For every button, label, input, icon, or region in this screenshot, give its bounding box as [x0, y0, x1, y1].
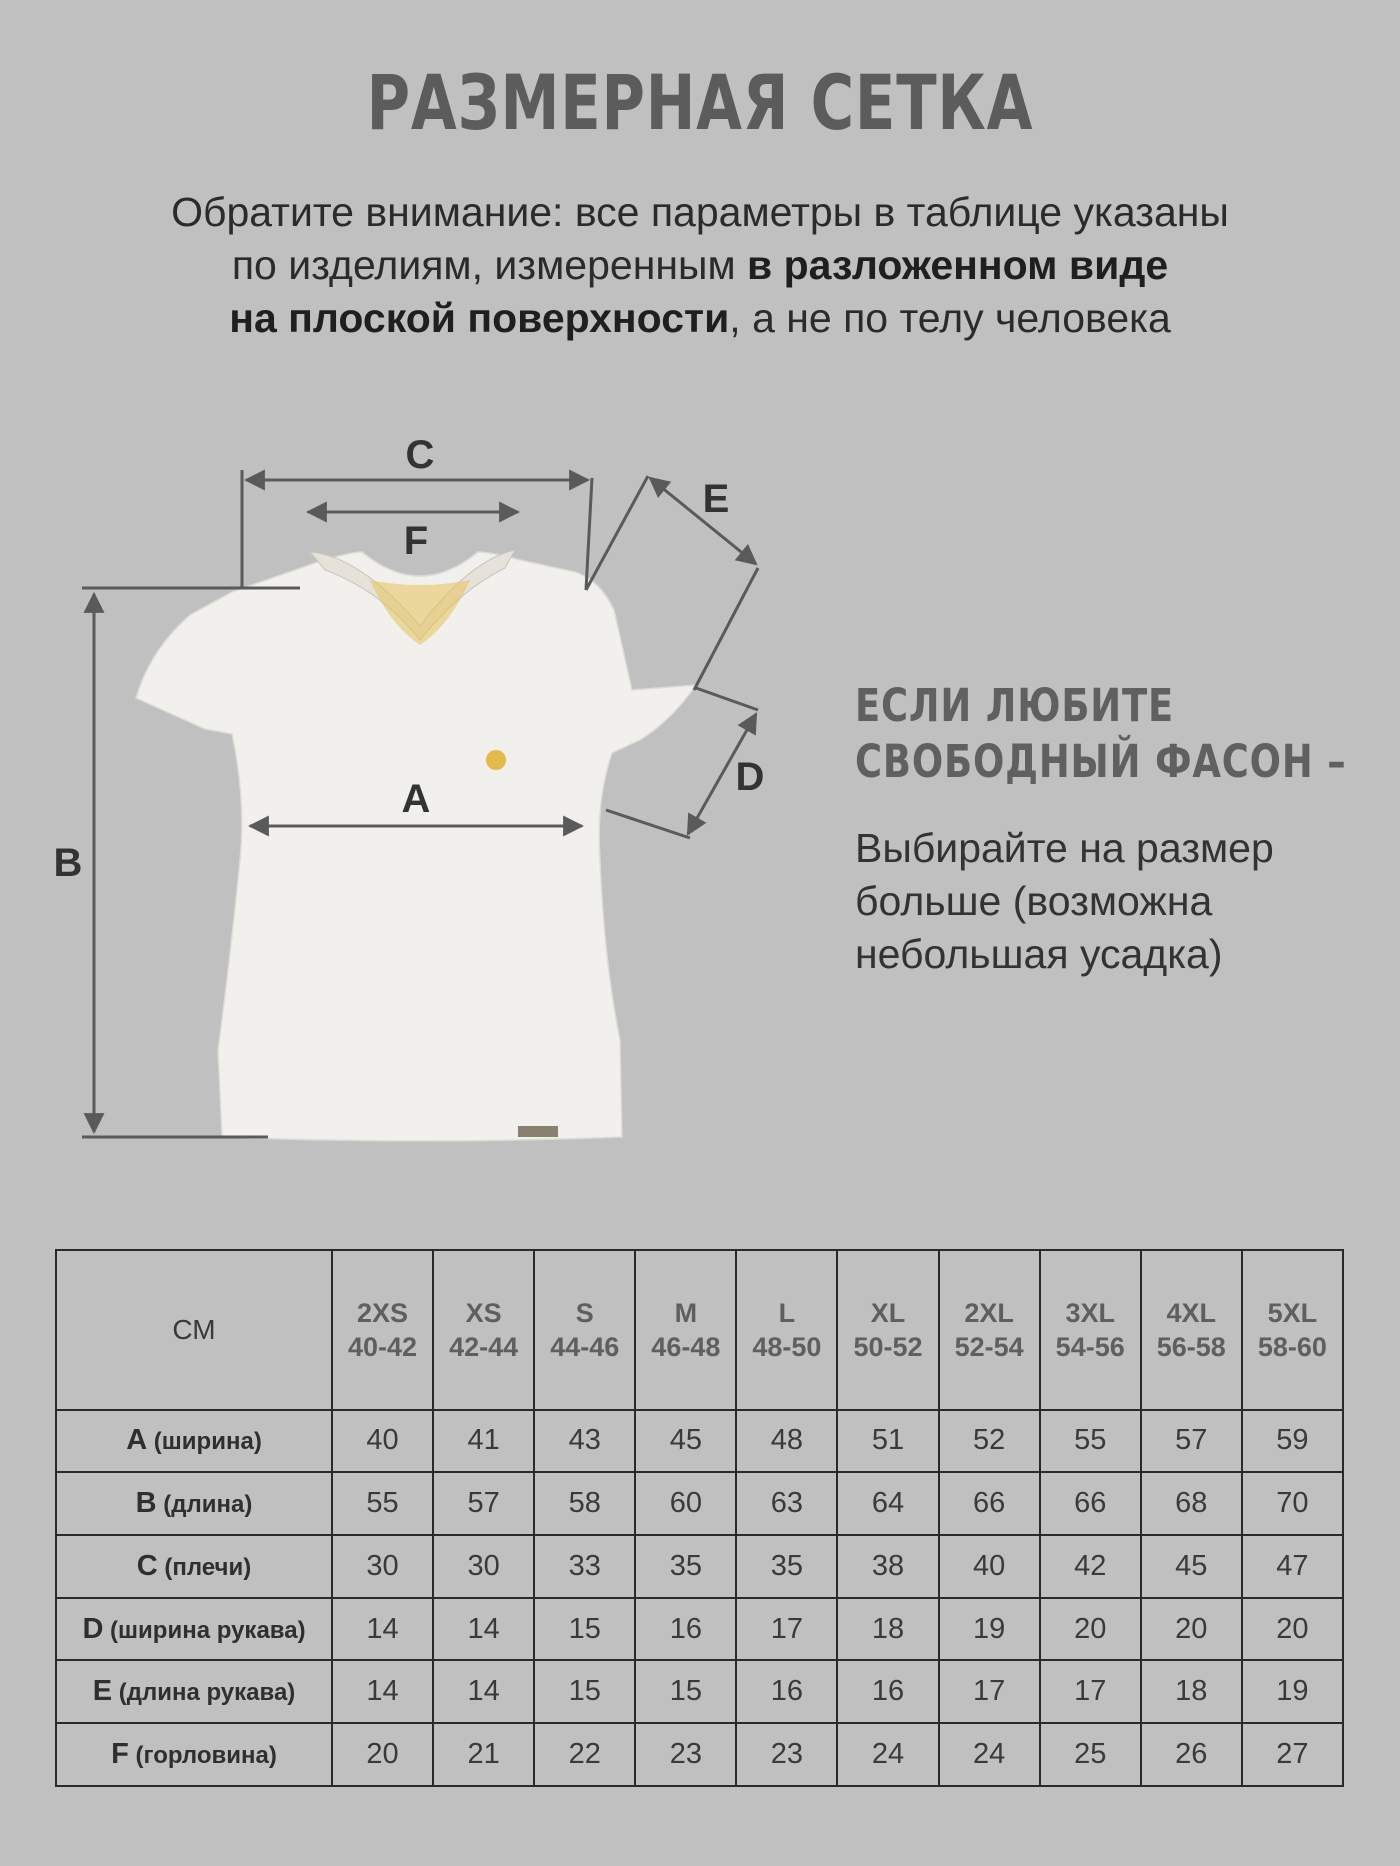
page-title: РАЗМЕРНАЯ СЕТКА	[366, 58, 1034, 147]
size-range: 50-52	[853, 1331, 923, 1362]
size-header	[433, 1250, 534, 1410]
row-letter: E	[92, 1675, 113, 1708]
size-range: 58-60	[1257, 1331, 1327, 1362]
row-letter: D	[82, 1612, 104, 1645]
table-cell: 30	[332, 1535, 433, 1598]
note-line-2-bold: в разложенном виде	[747, 242, 1169, 288]
chest-logo	[486, 750, 506, 770]
table-cell: 64	[837, 1472, 938, 1535]
aside-text-line-2: больше (возможна	[855, 878, 1213, 924]
measure-b-label: B	[53, 841, 83, 885]
measure-e-label: E	[702, 477, 730, 521]
size-header	[635, 1250, 736, 1410]
table-cell: 20	[1141, 1598, 1242, 1661]
table-row	[56, 1410, 1343, 1473]
table-cell: 14	[332, 1598, 433, 1661]
row-letter: F	[111, 1738, 129, 1771]
extension-line-c-right	[586, 478, 592, 590]
tshirt-illustration	[136, 550, 696, 1141]
size-range: 44-46	[550, 1331, 620, 1362]
note-line-1: Обратите внимание: все параметры в таблице указаны	[171, 189, 1229, 235]
row-description: (ширина рукава)	[103, 1616, 306, 1644]
table-cell: 70	[1242, 1472, 1343, 1535]
table-cell: 45	[1141, 1535, 1242, 1598]
row-description: (длина рукава)	[112, 1679, 296, 1707]
table-cell: 19	[939, 1598, 1040, 1661]
table-cell: 21	[433, 1723, 534, 1786]
table-cell: 16	[736, 1660, 837, 1723]
table-cell: 35	[635, 1535, 736, 1598]
table-cell: 23	[635, 1723, 736, 1786]
table-cell: 20	[1242, 1598, 1343, 1661]
table-cell: 24	[837, 1723, 938, 1786]
table-cell: 19	[1242, 1660, 1343, 1723]
table-cell: 63	[736, 1472, 837, 1535]
unit-header: СМ	[56, 1250, 332, 1410]
tshirt-measurement-diagram	[0, 440, 800, 1160]
table-cell: 45	[635, 1410, 736, 1473]
row-label	[56, 1598, 332, 1661]
table-cell: 41	[433, 1410, 534, 1473]
table-cell: 38	[837, 1535, 938, 1598]
table-cell: 40	[332, 1410, 433, 1473]
table-cell: 30	[433, 1535, 534, 1598]
size-name: M	[674, 1297, 698, 1328]
table-cell: 14	[433, 1660, 534, 1723]
table-cell: 16	[635, 1598, 736, 1661]
table-cell: 47	[1242, 1535, 1343, 1598]
size-name: S	[575, 1297, 594, 1328]
size-name: 4XL	[1166, 1297, 1217, 1328]
row-label	[56, 1723, 332, 1786]
size-name: 2XS	[357, 1297, 409, 1328]
row-label	[56, 1535, 332, 1598]
table-cell: 15	[635, 1660, 736, 1723]
size-header	[837, 1250, 938, 1410]
size-range: 42-44	[449, 1331, 519, 1362]
size-name: 5XL	[1267, 1297, 1318, 1328]
aside-heading-line-2: СВОБОДНЫЙ ФАСОН –	[855, 735, 1347, 788]
size-header	[736, 1250, 837, 1410]
extension-line-d-top	[696, 688, 758, 710]
table-cell: 52	[939, 1410, 1040, 1473]
table-cell: 20	[332, 1723, 433, 1786]
table-cell: 20	[1040, 1598, 1141, 1661]
measure-a-label: A	[401, 777, 431, 821]
table-cell: 66	[1040, 1472, 1141, 1535]
table-cell: 68	[1141, 1472, 1242, 1535]
note-line-3-plain: , а не по телу человека	[729, 295, 1171, 341]
table-cell: 24	[939, 1723, 1040, 1786]
hem-tag	[518, 1126, 558, 1137]
size-table-body	[56, 1410, 1343, 1786]
size-range: 40-42	[348, 1331, 418, 1362]
table-cell: 43	[534, 1410, 635, 1473]
table-cell: 26	[1141, 1723, 1242, 1786]
row-label	[56, 1472, 332, 1535]
extension-line-e-end	[694, 568, 758, 690]
aside-text	[855, 822, 1274, 981]
table-cell: 55	[1040, 1410, 1141, 1473]
table-cell: 57	[433, 1472, 534, 1535]
size-header	[534, 1250, 635, 1410]
row-description: (плечи)	[157, 1553, 252, 1581]
table-cell: 18	[837, 1598, 938, 1661]
aside-text-line-1: Выбирайте на размер	[855, 825, 1274, 871]
note-line-3-bold: на плоской поверхности	[229, 295, 730, 341]
size-name: 3XL	[1065, 1297, 1115, 1328]
row-letter: C	[136, 1549, 158, 1582]
table-cell: 57	[1141, 1410, 1242, 1473]
extension-line-e	[586, 476, 648, 590]
table-row	[56, 1598, 1343, 1661]
table-cell: 48	[736, 1410, 837, 1473]
row-label	[56, 1660, 332, 1723]
table-cell: 55	[332, 1472, 433, 1535]
size-header	[1141, 1250, 1242, 1410]
size-name: L	[778, 1297, 796, 1328]
table-cell: 51	[837, 1410, 938, 1473]
table-cell: 40	[939, 1535, 1040, 1598]
table-cell: 15	[534, 1660, 635, 1723]
aside-heading-line-1: ЕСЛИ ЛЮБИТЕ	[855, 679, 1175, 732]
note-line-3	[0, 292, 1400, 345]
size-range: 56-58	[1156, 1331, 1226, 1362]
row-letter: A	[126, 1424, 148, 1457]
table-cell: 17	[1040, 1660, 1141, 1723]
table-cell: 22	[534, 1723, 635, 1786]
note-line-2	[0, 239, 1400, 292]
table-cell: 59	[1242, 1410, 1343, 1473]
table-row	[56, 1472, 1343, 1535]
table-cell: 25	[1040, 1723, 1141, 1786]
measure-c-label: C	[405, 440, 435, 477]
size-table	[55, 1249, 1344, 1787]
table-cell: 33	[534, 1535, 635, 1598]
table-cell: 27	[1242, 1723, 1343, 1786]
table-row	[56, 1723, 1343, 1786]
table-cell: 23	[736, 1723, 837, 1786]
size-header	[1242, 1250, 1343, 1410]
measure-f-label: F	[403, 519, 429, 563]
size-range: 46-48	[651, 1331, 721, 1362]
row-letter: B	[135, 1487, 157, 1520]
table-cell: 58	[534, 1472, 635, 1535]
size-range: 48-50	[752, 1331, 822, 1362]
table-cell: 18	[1141, 1660, 1242, 1723]
table-cell: 17	[939, 1660, 1040, 1723]
table-row	[56, 1535, 1343, 1598]
table-cell: 14	[332, 1660, 433, 1723]
table-cell: 17	[736, 1598, 837, 1661]
size-name: 2XL	[964, 1297, 1014, 1328]
size-name: XL	[870, 1297, 906, 1328]
table-cell: 42	[1040, 1535, 1141, 1598]
table-cell: 35	[736, 1535, 837, 1598]
aside-heading	[855, 678, 1347, 790]
size-range: 52-54	[954, 1331, 1024, 1362]
size-header	[332, 1250, 433, 1410]
table-cell: 66	[939, 1472, 1040, 1535]
aside-text-line-3: небольшая усадка)	[855, 931, 1223, 977]
table-cell: 16	[837, 1660, 938, 1723]
row-label	[56, 1410, 332, 1473]
measure-d-label: D	[735, 755, 765, 799]
row-description: (горловина)	[128, 1742, 277, 1770]
table-cell: 60	[635, 1472, 736, 1535]
size-header	[1040, 1250, 1141, 1410]
row-description: (длина)	[156, 1491, 253, 1519]
table-cell: 15	[534, 1598, 635, 1661]
size-table-header-row	[56, 1250, 1343, 1410]
extension-line-d-bottom	[606, 810, 690, 838]
size-range: 54-56	[1055, 1331, 1125, 1362]
size-header	[939, 1250, 1040, 1410]
note-line-2-plain: по изделиям, измеренным	[231, 242, 748, 288]
table-cell: 14	[433, 1598, 534, 1661]
measurement-note	[0, 186, 1400, 345]
row-description: (ширина)	[147, 1428, 262, 1456]
size-name: XS	[465, 1297, 502, 1328]
table-row	[56, 1660, 1343, 1723]
